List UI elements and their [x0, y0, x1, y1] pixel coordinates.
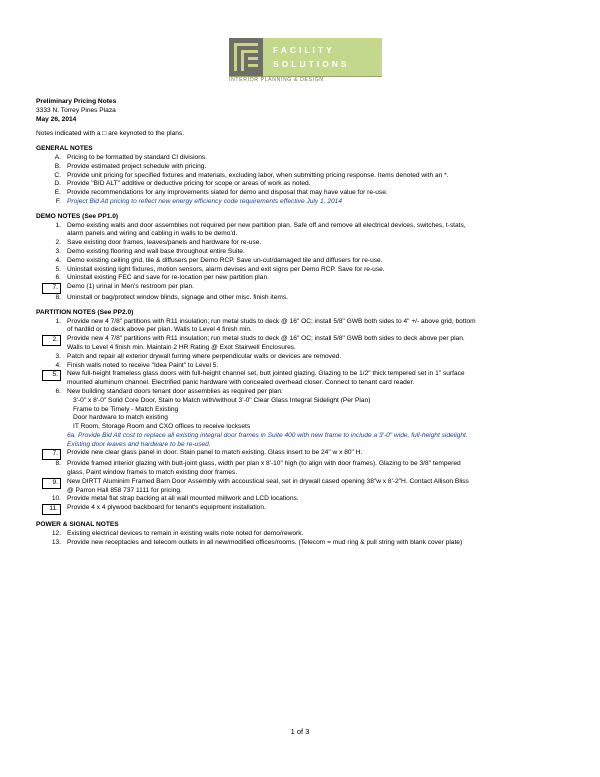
company-logo: [229, 38, 382, 76]
partition-note-3: 3. Patch and repair all exterior drywall furring where perpendicular walls or devices are removed.: [55, 352, 342, 360]
partition-note-9: 9. New DIRTT Aluminim Framed Barn Door Assembly with accoustical seal, set in drywall cased opening 38"w x 8'-2"H. Contact Allison Bliss @ Parron Hall 858 737 1111 for pricing.: [36, 478, 566, 496]
document-body: [36, 98, 566, 547]
general-notes-heading: GENERAL NOTES: [36, 145, 93, 153]
demo-note-7: 7. Demo (1) urinal in Men's restroom per plan.: [36, 283, 566, 294]
doc-title: Preliminary Pricing Notes: [36, 98, 117, 105]
power-signal-heading: POWER & SIGNAL NOTES: [36, 521, 119, 529]
keynote-box: 5.: [42, 370, 61, 381]
door-spec-2: Frame to be Timely - Match Existing: [73, 405, 179, 413]
doc-address: 3333 N. Torrey Pines Plaza: [36, 106, 116, 114]
keynote-box: 7.: [42, 449, 61, 460]
power-note-13: 13. Provide new receptacles and telecom outlets in all new/modified offices/rooms. (Telecom = mud ring & pull string with blank cover plate): [51, 538, 463, 546]
partition-note-6a: 6a. Provide Bid Alt cost to replace all existing integral door frames in Suite 400 with new frame to include a 3'-0" wide, full-height sidelight. Existing door leaves and hardware to be re-used.: [67, 431, 468, 448]
keynote-note: Notes indicated with a □ are keynoted to the plans.: [36, 130, 185, 138]
general-note-b: B. Provide estimated project schedule with pricing.: [54, 162, 207, 170]
demo-note-4: 4. Demo existing ceiling grid, tile & diffusers per Demo RCP. Save un-cut/damaged tile and diffusers for re-use.: [55, 256, 383, 264]
doc-date: May 26, 2014: [36, 115, 77, 123]
door-spec-3: Door hardware to match existing: [73, 414, 168, 422]
demo-note-2: 2. Save existing door frames, leaves/panels and hardware for re-use.: [55, 239, 262, 247]
door-spec-1: 3'-0" x 8'-0" Solid Core Door, Stain to Match with/without 3'-0" Clear Glass Integral Sidelight (Per Plan): [73, 396, 371, 404]
logo-line2: SOLUTIONS: [273, 59, 350, 69]
logo-mark-icon: [229, 38, 263, 76]
demo-notes-heading: DEMO NOTES (See PP1.0): [36, 212, 119, 220]
door-spec-4: IT Room, Storage Room and CXO offices to receive locksets: [73, 423, 251, 431]
demo-note-5: 5. Uninstall existing light fixtures, motion sensors, alarm devises and exit signs per Demo RCP. Save for re-use.: [55, 265, 385, 273]
partition-note-5: 5. New full-height frameless glass doors with full-height channel set, butt jointed glazing. Glazing to be 1/2" thick tempered set in 1" surface mounted aluminum channel. Electrified panic hardware with concealed overhead closer. Connect to tenant card reader.: [36, 370, 566, 388]
demo-note-6: 6. Uninstall existing FEC and save for re-location per new partition plan.: [55, 274, 269, 282]
partition-note-8: 8. Provide framed interior glazing with butt-joint glass, width per plan x 8'-10" high (to align with door frames). Glazing to be 3/8" tempered glass. Paint window frames to match existing door frames.: [55, 460, 461, 477]
demo-note-3: 3. Demo existing flooring and wall base throughout entire Suite.: [55, 247, 245, 255]
partition-note-10: 10. Provide metal flat strap backing at all wall mounted millwork and LCD locations.: [51, 495, 299, 503]
demo-note-1: 1. Demo existing walls and door assemblies not required per new partition plan. Safe off and remove all electrical devices, switches, t-stats, alarm panels and wiring and cabling in walls to be demo'd.: [55, 221, 466, 238]
partition-note-11: 11. Provide 4 x 4 plywood backboard for tenant's equipment installation.: [36, 504, 566, 515]
keynote-box: 11.: [42, 504, 61, 515]
partition-note-1: 1. Provide new 4 7/8" partitions with R11 insulation; run metal studs to deck @ 16" OC; install 5/8" GWB both sides to 4" +/- above grid, bottom of hardlid or to deck above per plan. Walls to Level 4 finish min.: [55, 317, 476, 334]
power-note-12: 12. Existing electrical devices to remain in existing walls note noted for demo/rework.: [51, 529, 304, 537]
keynote-box: 9.: [42, 478, 61, 489]
partition-note-2: 2. Provide new 4 7/8" partitions with R11 insulation; run metal studs to deck @ 16" OC; install 5/8" GWB both sides to deck above per plan. Walls to Level 4 finish min. Maintain 2 HR Rating @ Exot Stairwell Enclosures.: [36, 335, 566, 353]
general-note-e: E. Provide recommendations for any improvements siated for demo and disposal that may have value for re-use.: [54, 189, 388, 197]
general-note-f: F. Project Bid Alt pricing to reflect new energy efficiency code requirements effective July 1, 2014: [55, 197, 342, 205]
partition-note-6: 6. New building standard doors tenant door assemblies as required per plan:: [55, 387, 283, 395]
partition-note-7: 7. Provide new clear glass panel in door. Stain panel to match existing. Glass insert to be 24" w x 80" H.: [36, 449, 566, 460]
partition-note-4: 4. Finish walls noted to receive "Idea Paint" to Level 5.: [55, 361, 219, 369]
logo-line1: FACILITY: [273, 45, 335, 55]
general-note-d: D. Provide "BID ALT" additive or deductive pricing for scope or areas of work as noted.: [54, 180, 311, 188]
general-note-a: A. Pricing to be formatted by standard CI divisions.: [54, 153, 208, 161]
partition-notes-heading: PARTITION NOTES (See PP2.0): [36, 308, 134, 316]
demo-note-8: 8. Uninstall or bag/protect window blinds, signage and other misc. finish items.: [55, 293, 289, 301]
general-note-c: C. Provide unit pricing for specified fixtures and materials, excluding labor, when submitting pricing response. Items denoted with an *.: [54, 171, 449, 179]
keynote-box: 2.: [42, 335, 61, 346]
logo-tagline: INTERIOR PLANNING & DESIGN: [229, 77, 324, 83]
page-number: 1 of 3: [290, 727, 310, 736]
keynote-box: 7.: [42, 283, 61, 294]
